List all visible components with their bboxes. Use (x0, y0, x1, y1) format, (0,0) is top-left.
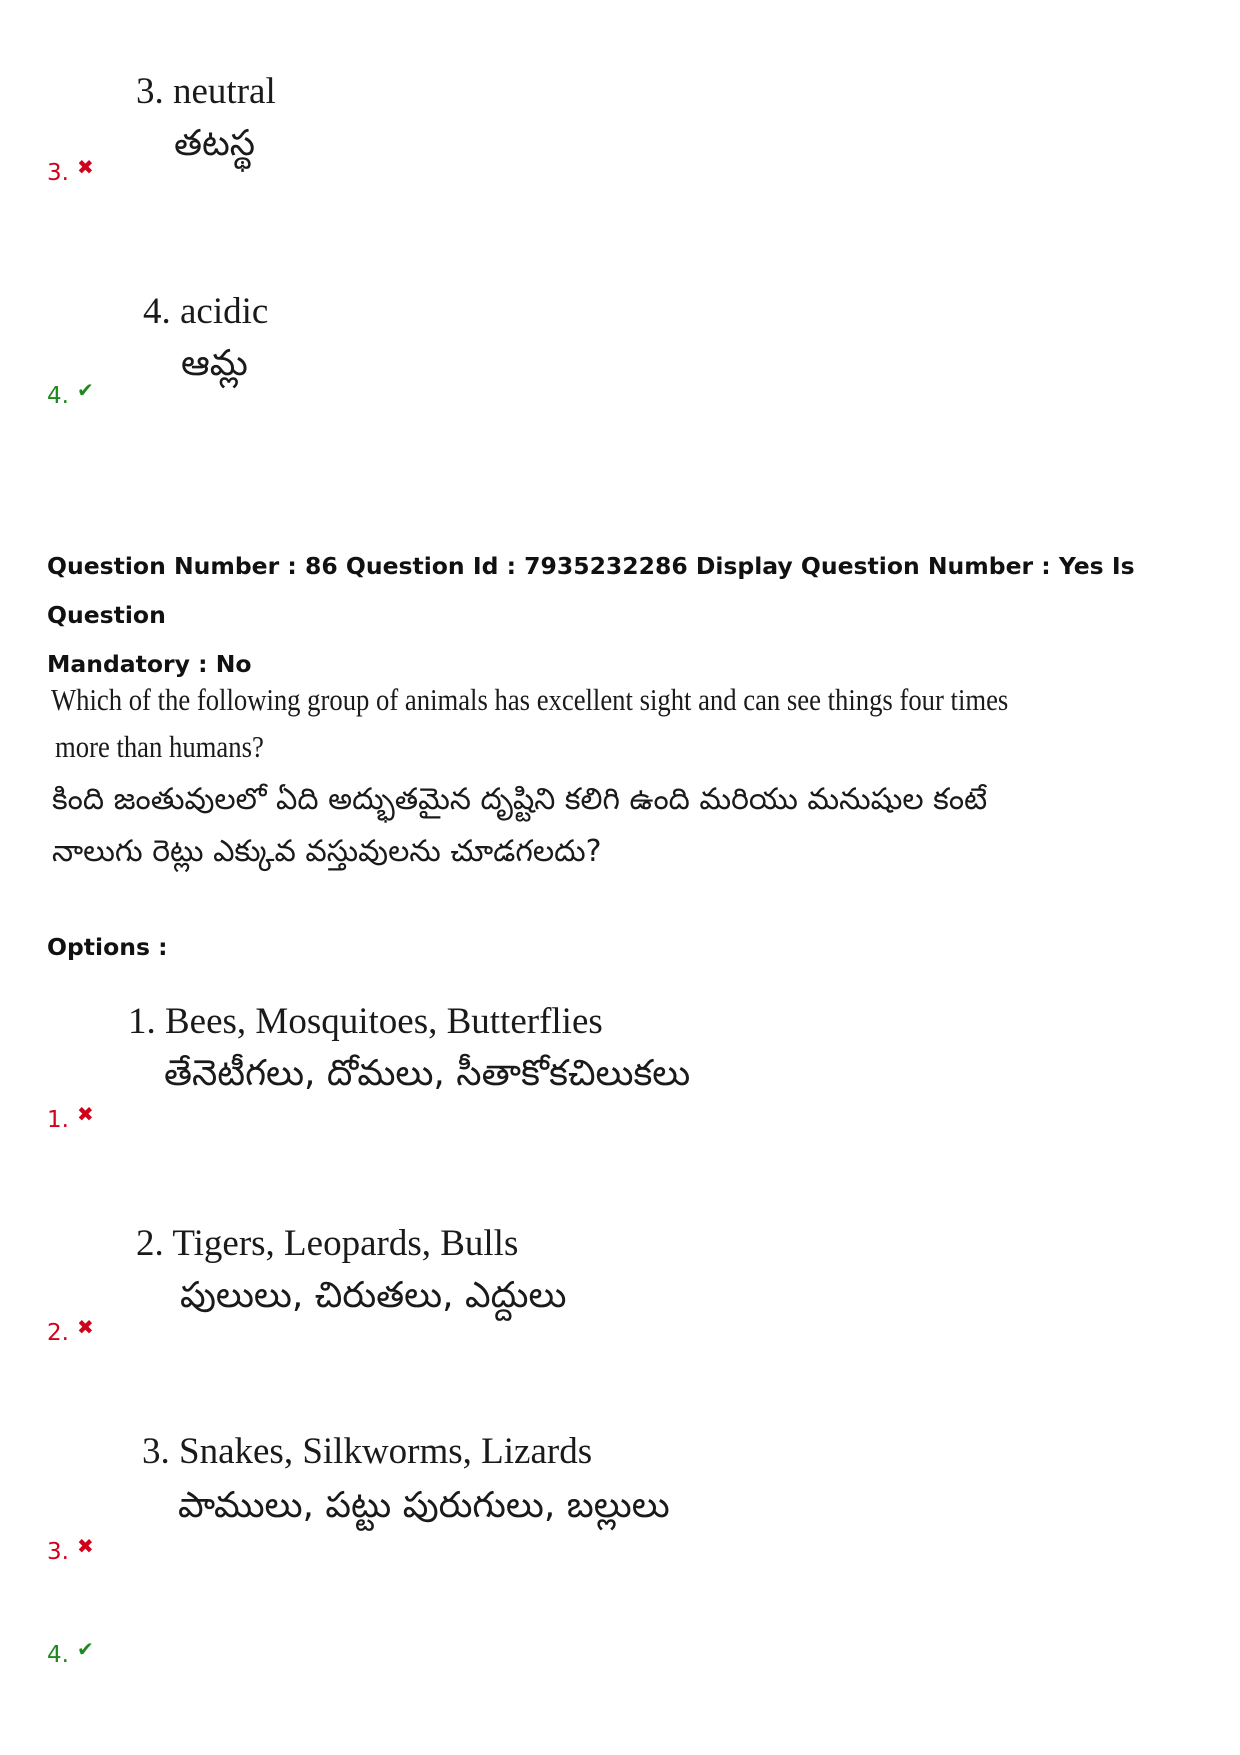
options-label: Options : (47, 933, 168, 961)
option-4-marker: 4. ✔ (47, 1637, 94, 1668)
question-meta-line2: Mandatory : No (47, 650, 252, 678)
option-1-telugu: తేనెటీగలు, దోమలు, సీతాకోకచిలుకలు (164, 1053, 691, 1094)
question-telugu-line1: కింది జంతువులలో ఏది అద్భుతమైన దృష్టిని కలిగి ఉంది మరియు మనుషుల కంటే (52, 782, 988, 817)
prev-option-3-english: 3. neutral (136, 71, 276, 112)
cross-icon: ✖ (76, 1102, 94, 1126)
question-meta (47, 542, 1207, 689)
option-2-marker: 2. ✖ (47, 1315, 94, 1346)
option-2-telugu: పులులు, చిరుతలు, ఎద్దులు (180, 1275, 567, 1316)
prev-option-4-marker: 4. ✔ (47, 378, 94, 409)
check-icon: ✔ (76, 378, 94, 402)
question-english-line2: more than humans? (55, 729, 264, 764)
question-meta-line1: Question Number : 86 Question Id : 7935232286 Display Question Number : Yes Is Question (47, 552, 1135, 629)
prev-option-4-english: 4. acidic (143, 291, 269, 332)
prev-option-3-marker: 3. ✖ (47, 155, 94, 186)
question-telugu-line2: నాలుగు రెట్లు ఎక్కువ వస్తువులను చూడగలదు? (52, 834, 602, 869)
cross-icon: ✖ (76, 1315, 94, 1339)
option-1-marker: 1. ✖ (47, 1102, 94, 1133)
cross-icon: ✖ (76, 1534, 94, 1558)
cross-icon: ✖ (76, 155, 94, 179)
option-3-english: 3. Snakes, Silkworms, Lizards (142, 1431, 593, 1472)
option-3-telugu: పాములు, పట్టు పురుగులు, బల్లులు (178, 1485, 670, 1526)
question-english-line1: Which of the following group of animals has excellent sight and can see things four times (51, 682, 1009, 717)
option-1-english: 1. Bees, Mosquitoes, Butterflies (128, 1001, 603, 1042)
check-icon: ✔ (76, 1637, 94, 1661)
prev-option-3-telugu: తటస్థ (174, 123, 256, 164)
option-3-marker: 3. ✖ (47, 1534, 94, 1565)
prev-option-4-telugu: ఆమ్ల (181, 343, 248, 384)
option-2-english: 2. Tigers, Leopards, Bulls (136, 1223, 519, 1264)
